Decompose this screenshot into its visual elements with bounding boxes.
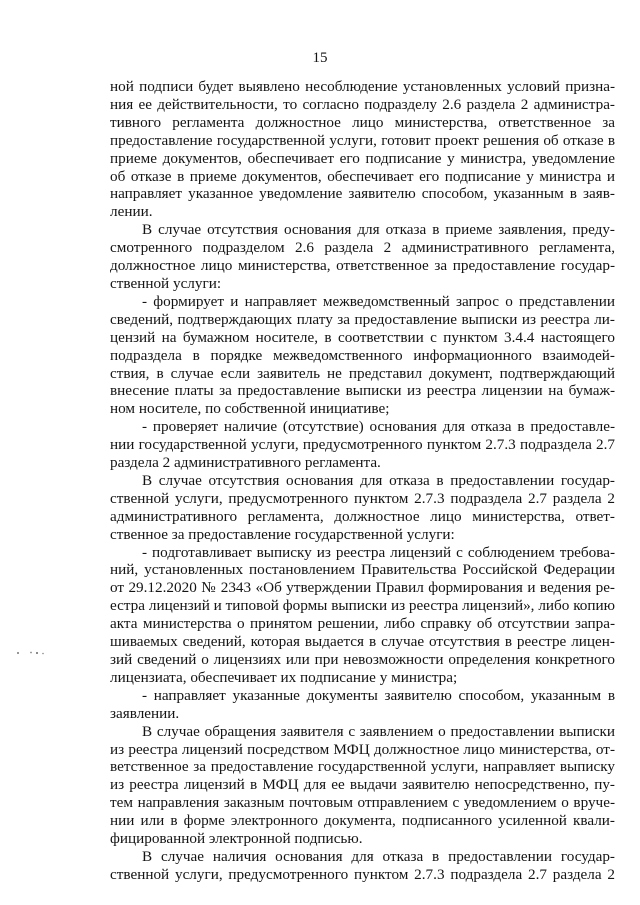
text-line: естра лицензий и типовой формы выписки из реестра лицензий», либо копию [110, 597, 615, 615]
text-line: - направляет указанные документы заявителю способом, указанным в [142, 686, 615, 704]
page-number: 15 [312, 50, 328, 66]
text-line: фицированной электронной подписью. [110, 830, 363, 848]
text-line: ственное за предоставление государственной услуги: [110, 525, 455, 543]
body-text [110, 78, 615, 884]
list-item [110, 293, 615, 418]
text-line: ственной услуги: [110, 274, 222, 292]
text-line: ственной услуги, предусмотренного пунктом 2.7.3 подраздела 2.7 раздела 2 [110, 865, 615, 883]
paragraph [110, 472, 615, 544]
text-line: ственной услуги, предусмотренного пунктом 2.7.3 подраздела 2.7 раздела 2 [110, 489, 615, 507]
list-item [110, 544, 615, 687]
paragraph [110, 78, 615, 221]
text-line: раздела 2 административного регламента. [110, 454, 381, 472]
text-line: В случае отсутствия основания для отказа в приеме заявления, преду- [142, 221, 615, 239]
text-line: направляет указанное уведомление заявителю способом, указанным в заяв- [110, 185, 615, 203]
text-line: - проверяет наличие (отсутствие) основания для отказа в предоставле- [142, 418, 615, 436]
text-line: нии государственной услуги, предусмотренного пунктом 2.7.3 подраздела 2.7 [110, 436, 615, 454]
text-line: В случае наличия основания для отказа в предоставлении государ- [142, 847, 615, 865]
list-item [110, 687, 615, 723]
list-item [110, 418, 615, 472]
text-line: тем направления заказным почтовым отправлением с уведомлением о вруче- [110, 794, 615, 812]
text-line: сведений, подтверждающих плату за предоставление выписки из реестра ли- [110, 310, 615, 328]
text-line: зий сведений о лицензиях или при невозможности определения конкретного [110, 651, 615, 668]
text-line: нии или в форме электронного документа, подписанного усиленной квали- [110, 812, 615, 830]
text-line: В случае отсутствия основания для отказа в предоставлении государ- [142, 471, 615, 489]
text-line: лении. [110, 203, 153, 221]
text-line: акта министерства о принятом решении, либо справку об отсутствии запра- [110, 615, 615, 633]
text-line: из реестра лицензий в МФЦ для ее выдачи заявителю непосредственно, пу- [110, 776, 615, 794]
text-line: цензий на бумажном носителе, в соответствии с пунктом 3.4.4 настоящего [110, 328, 615, 346]
text-line: - подготавливает выписку из реестра лицензий с соблюдением требова- [142, 543, 615, 561]
text-line: ния ее действительности, то согласно подразделу 2.6 раздела 2 администра- [110, 95, 615, 113]
scan-speck-mark [15, 650, 47, 656]
text-line: ний, установленных постановлением Правительства Российской Федерации [110, 561, 615, 579]
text-line: подраздела в порядке межведомственного информационного взаимодей- [110, 346, 615, 364]
text-line: ветственное за предоставление государственной услуги, направляет выписку [110, 758, 615, 776]
text-line: В случае обращения заявителя с заявлением о предоставлении выписки [142, 722, 615, 740]
text-line: из реестра лицензий посредством МФЦ должностное лицо министерства, от- [110, 740, 615, 758]
text-line: заявлении. [110, 704, 180, 722]
text-line: смотренного подразделом 2.6 раздела 2 административного регламента, [110, 239, 615, 257]
text-line: шиваемых сведений, которая выдается в случае отсутствия в реестре лицен- [110, 633, 615, 651]
text-line: об отказе в приеме документов, обеспечивает его подписание у министра и [110, 167, 615, 185]
paragraph [110, 848, 615, 884]
text-line: внесение платы за предоставление выписки из реестра лицензии на бумаж- [110, 382, 615, 400]
text-line: ной подписи будет выявлено несоблюдение установленных условий призна- [110, 78, 615, 95]
text-line: ном носителе, по собственной инициативе; [110, 400, 390, 418]
text-line: от 29.12.2020 № 2343 «Об утверждении Правил формирования и ведения ре- [110, 579, 615, 597]
text-line: приеме документов, обеспечивает его подписание у министра, уведомление [110, 149, 615, 167]
text-line: должностное лицо министерства, ответственное за предоставление государ- [110, 257, 615, 275]
text-line: ствия, в случае если заявитель не представил документ, подтверждающий [110, 364, 615, 382]
text-line: тивного регламента должностное лицо министерства, ответственное за [110, 113, 615, 131]
text-line: лицензиата, обеспечивает их подписание у министра; [110, 668, 458, 686]
paragraph [110, 723, 615, 848]
text-line: - формирует и направляет межведомственный запрос о представлении [142, 292, 615, 310]
text-line: административного регламента, должностное лицо министерства, ответ- [110, 507, 615, 525]
text-line: предоставление государственной услуги, готовит проект решения об отказе в [110, 131, 615, 149]
paragraph [110, 221, 615, 293]
